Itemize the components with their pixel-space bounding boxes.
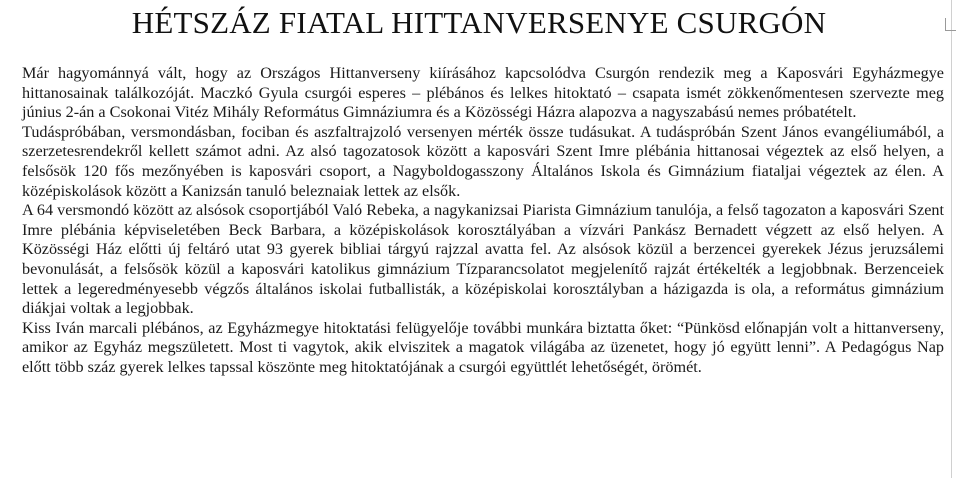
- article-title: HÉTSZÁZ FIATAL HITTANVERSENYE CSURGÓN: [131, 5, 827, 40]
- paragraph-2: Tudáspróbában, versmondásban, fociban és aszfaltrajzoló versenyen mérték össze tudásukat. A tudáspróbán Szent János evangéliumából, a szerzetesrendekről kellett számot adni. Az alsó tagozatosok között a kaposvári Szent Imre plébánia hittanosai végeztek az első helyen, a felsősök 120 fős mezőnyében is kaposvári csoport, a Nagyboldogasszony Általános Iskola és Gimnázium fiataljai végeztek az élen. A középiskolások között a Kanizsán tanuló beleznaiak lettek az elsők.: [22, 122, 944, 200]
- paragraph-4: Kiss Iván marcali plébános, az Egyházmegye hitoktatási felügyelője további munkára biztatta őket: “Pünkösd előnapján volt a hittanverseny, amikor az Egyház megszületett. Most ti vagytok, akik elviszitek a magatok világába az üzenetet, hogy jó együtt lenni”. A Pedagógus Nap előtt több száz gyerek lelkes tapssal köszönte meg hitoktatójának a csurgói együttlét lehetőségét, örömét.: [22, 318, 944, 376]
- paragraph-1: Már hagyománnyá vált, hogy az Országos Hittanverseny kiírásához kapcsolódva Csurgón rendezik meg a Kaposvári Egyházmegye hittanosainak találkozóját. Maczkó Gyula csurgói esperes – plébános és lelkes hitoktató – csapata ismét zökkenőmentesen szervezte meg június 2-án a Csokonai Vitéz Mihály Református Gimnáziumra és a Közösségi Házra alapozva a nagyszabású nemes próbatételt.: [22, 64, 944, 122]
- page-edge-rule: [951, 0, 952, 478]
- paragraph-3: A 64 versmondó között az alsósok csoportjából Való Rebeka, a nagykanizsai Piarista Gimnázium tanulója, a felső tagozaton a kaposvári Szent Imre plébánia képviseletében Beck Barbara, a középiskolások korosztályában a vízvári Pankász Bernadett végzett az első helyen. A Közösségi Ház előtti új feltáró utat 93 gyerek bibliai tárgyú rajzzal avatta fel. Az alsósok közül a berzencei gyerekek Jézus jeruzsálemi bevonulását, a felsősök közül a kaposvári katolikus gimnázium Tízparancsolatot megjelenítő rajzát értékelték a legjobbnak. Berzenceiek lettek a legeredményesebb végzős általános iskolai futballisták, a középiskolai korosztályban a házigazda is ola, a református gimnázium diákjai voltak a legjobbak.: [22, 201, 944, 318]
- corner-mark: [945, 18, 956, 31]
- article-body: [22, 64, 944, 378]
